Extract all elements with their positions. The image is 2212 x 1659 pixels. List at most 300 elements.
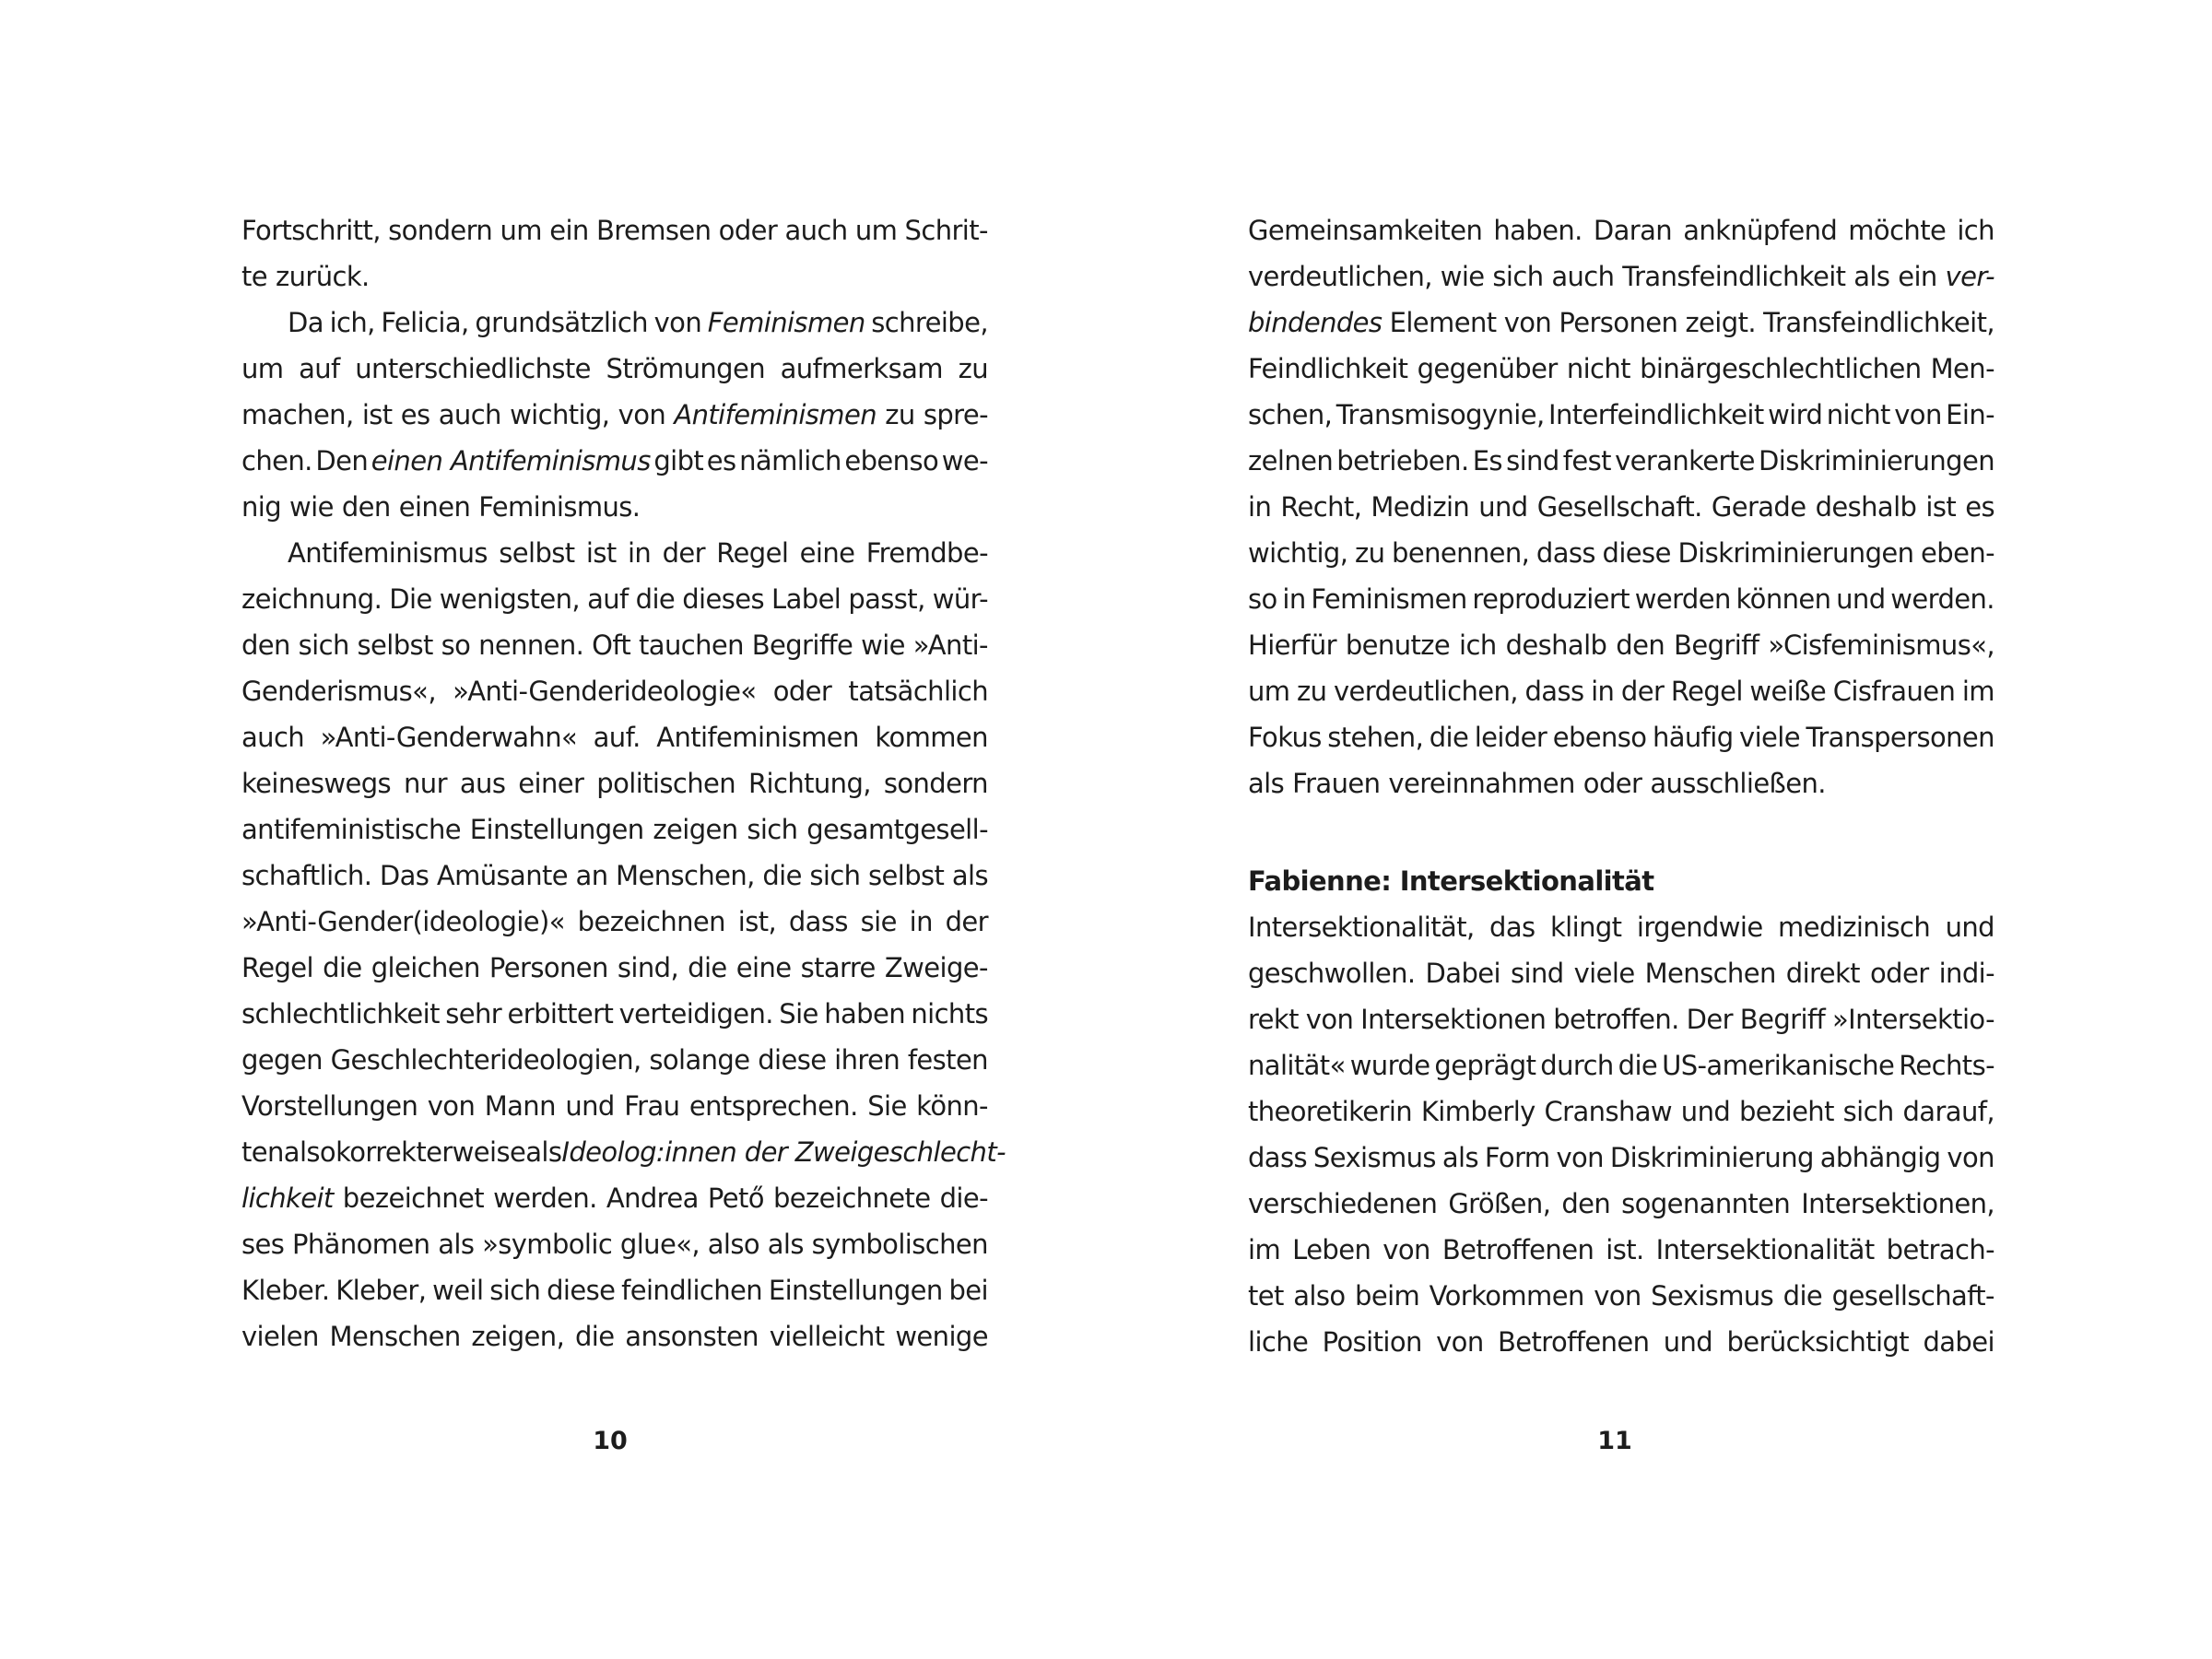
word: die [1429, 722, 1469, 753]
word: als [1853, 261, 1890, 292]
word: und [1663, 1326, 1713, 1358]
word: sondern [883, 768, 988, 799]
word: ein [1898, 261, 1937, 292]
text-line [1248, 530, 1994, 576]
word: Fremdbe- [865, 537, 988, 569]
word: Sexismus [1312, 1142, 1436, 1173]
word: als [951, 860, 988, 891]
word: auch [784, 215, 848, 246]
text-line [1248, 1135, 1994, 1181]
word: bezeichnete [772, 1182, 931, 1214]
word: antifeministische [241, 814, 461, 845]
word: wie [1440, 261, 1485, 292]
word: verschiedenen [1248, 1188, 1438, 1219]
word: von [427, 1090, 476, 1122]
word: Menschen, [616, 860, 755, 891]
text-line [1248, 1181, 1994, 1227]
word: zeigt. [1685, 307, 1756, 338]
word: ich [1459, 629, 1497, 661]
word: um [241, 353, 284, 384]
word: bei [948, 1275, 988, 1306]
text-line [1248, 622, 1994, 668]
word: Einstellungen [469, 814, 644, 845]
word: zeigen [653, 814, 738, 845]
word: schaftlich. [241, 860, 372, 891]
word: Personen [488, 952, 608, 983]
word: grundsätzlich [475, 307, 648, 338]
word: wenige [895, 1321, 988, 1352]
word: »Anti-Genderwahn« [320, 722, 578, 753]
word: leider [1474, 722, 1547, 753]
word: beim [1355, 1280, 1420, 1312]
word: keineswegs [241, 768, 392, 799]
word: Den [315, 445, 369, 477]
word: binärgeschlechtlichen [1640, 353, 1922, 384]
word: Intersektionalität, [1248, 912, 1475, 943]
word: deshalb [1815, 491, 1917, 523]
word: Vorkommen [1429, 1280, 1584, 1312]
word: so [441, 629, 471, 661]
word: verteidigen. [618, 998, 773, 1030]
word: Richtung, [748, 768, 871, 799]
word: Regel [241, 952, 313, 983]
word: zu [1297, 676, 1327, 707]
word: oder [772, 676, 832, 707]
word: sich [1492, 261, 1544, 292]
word: Es [1472, 445, 1502, 477]
word: Rechts- [1899, 1050, 1994, 1081]
word: in [627, 537, 652, 569]
word: glue«, [619, 1229, 700, 1260]
word: dass [788, 906, 848, 937]
text-line [1248, 576, 1994, 622]
word: dabei [1923, 1326, 1994, 1358]
word: Das [379, 860, 429, 891]
word: Recht, [1280, 491, 1362, 523]
word: Personen [1559, 307, 1678, 338]
word: Fokus [1248, 722, 1322, 753]
word: theoretikerin [1248, 1096, 1413, 1127]
word: von [1436, 1326, 1484, 1358]
word: deshalb [1505, 629, 1607, 661]
word: »Anti-Genderideologie« [453, 676, 757, 707]
text-line [241, 1129, 1006, 1175]
word: wird [1768, 399, 1823, 430]
word: sich [747, 814, 798, 845]
word: Diskriminierung [1609, 1142, 1814, 1173]
text-line [1248, 1088, 1994, 1135]
word: den [1616, 629, 1665, 661]
word: Transmisogynie, [1335, 399, 1545, 430]
word: Ideolog:innen der Zweigeschlecht- [561, 1136, 1006, 1168]
word: die [1783, 1280, 1823, 1312]
word: anknüpfend [1683, 215, 1838, 246]
word: schreibe, [871, 307, 988, 338]
text-line [1248, 392, 1994, 438]
word: Der [1686, 1004, 1733, 1035]
word: starre [800, 952, 876, 983]
word: te [241, 261, 268, 292]
word: ich, [329, 307, 375, 338]
word: bezeichnen [577, 906, 725, 937]
word: in [909, 906, 933, 937]
word: Feindlichkeit [1248, 353, 1408, 384]
word: an [575, 860, 608, 891]
word: »Anti- [912, 629, 988, 661]
word: reproduziert [1472, 583, 1630, 615]
word: aufmerksam [780, 353, 943, 384]
word: sind, [617, 952, 679, 983]
word: die [574, 1321, 615, 1352]
word: diese [547, 1275, 616, 1306]
word: Feminismen [1311, 583, 1467, 615]
word: Andrea [606, 1182, 699, 1214]
word: Gerade [1711, 491, 1806, 523]
word: um [1248, 676, 1290, 707]
word: Betroffenen [1497, 1326, 1650, 1358]
word: Geschlechterideologien, [330, 1044, 641, 1076]
text-line [1248, 668, 1994, 714]
word: selbst [357, 629, 433, 661]
word: Kleber. [241, 1275, 330, 1306]
page-number-right: 11 [1597, 1427, 1632, 1455]
text-line [1248, 1227, 1994, 1273]
word: erbittert [507, 998, 614, 1030]
word: geprägt [1434, 1050, 1536, 1081]
word: Bremsen [595, 215, 712, 246]
word: Sie [867, 1090, 907, 1122]
word: die [635, 583, 676, 615]
word: nig [241, 491, 282, 523]
text-line [241, 438, 988, 484]
text-line [241, 806, 988, 853]
word: bindendes [1248, 307, 1382, 338]
word: ansonsten [625, 1321, 759, 1352]
word: irgendwie [1636, 912, 1763, 943]
word: Oft [592, 629, 631, 661]
word: einer [518, 768, 584, 799]
word: verdeutlichen, [1248, 261, 1432, 292]
text-line [1248, 346, 1994, 392]
word: werden [1634, 583, 1731, 615]
word: den [341, 491, 391, 523]
word: wichtig, [510, 399, 610, 430]
word: sondern [388, 215, 493, 246]
word: Gesellschaft. [1536, 491, 1702, 523]
word: Antifeminismen [656, 722, 859, 753]
word: als [525, 1136, 562, 1168]
word: selbst [868, 860, 945, 891]
word: Transfeindlichkeit [1622, 261, 1846, 292]
text-line [241, 392, 988, 438]
text-line [241, 530, 988, 576]
word: gesamtgesell- [806, 814, 988, 845]
text-line [241, 484, 988, 530]
text-line [241, 253, 988, 300]
word: zurück. [276, 261, 370, 292]
word: werden. [1890, 583, 1994, 615]
text-line [241, 945, 988, 991]
word: ist, [737, 906, 777, 937]
word: Sie [779, 998, 818, 1030]
word: Intersektionen [1360, 1004, 1547, 1035]
word: direkt [1785, 958, 1860, 989]
word: Regel [716, 537, 789, 569]
word: weil [432, 1275, 484, 1306]
word: um [500, 215, 542, 246]
word: Mann [484, 1090, 556, 1122]
word: von [618, 399, 666, 430]
word: zu [885, 399, 915, 430]
word: also [1293, 1280, 1346, 1312]
word: benutze [1345, 629, 1451, 661]
word: häufig [1652, 722, 1734, 753]
word: möchte [1848, 215, 1947, 246]
word: politischen [596, 768, 736, 799]
word: tet [1248, 1280, 1284, 1312]
word: Transfeindlichkeit, [1763, 307, 1994, 338]
left-page-body [241, 207, 1006, 1359]
word: tauchen [639, 629, 744, 661]
word: Antifeminismen [674, 399, 877, 430]
word: ist [585, 537, 617, 569]
word: gegenüber [1417, 353, 1558, 384]
text-line [1248, 950, 1994, 996]
text-line [241, 760, 988, 806]
word: nicht [1826, 399, 1890, 430]
word: vielen [241, 1321, 319, 1352]
word: vereinnahmen [1388, 768, 1575, 799]
text-line [241, 714, 988, 760]
word: auch [241, 722, 305, 753]
word: betrach- [1886, 1234, 1994, 1265]
word: US-amerikanische [1662, 1050, 1895, 1081]
word: Vorstellungen [241, 1090, 418, 1122]
word: aus [459, 768, 506, 799]
word: ebenso [844, 445, 939, 477]
word: Frauen [1292, 768, 1381, 799]
word: Cranshaw [1544, 1096, 1673, 1127]
word: haben. [1493, 215, 1583, 246]
word: tatsächlich [848, 676, 988, 707]
word: als [767, 1229, 804, 1260]
word: Die [389, 583, 432, 615]
word: schlechtlichkeit [241, 998, 440, 1030]
word: und [565, 1090, 615, 1122]
word: von [1947, 1142, 1994, 1173]
text-line [241, 668, 988, 714]
word: von [1556, 1142, 1604, 1173]
word: um [854, 215, 898, 246]
word: fest [1562, 445, 1611, 477]
word: entsprechen. [688, 1090, 858, 1122]
word: in [1591, 676, 1615, 707]
word: Form [1484, 1142, 1550, 1173]
word: verankerte [1615, 445, 1755, 477]
word: unterschiedlichste [355, 353, 591, 384]
word: und [1836, 583, 1886, 615]
word: eben- [1921, 537, 1994, 569]
word: Antifeminismus [288, 537, 488, 569]
word: darauf, [1902, 1096, 1994, 1127]
word: dass [1524, 676, 1584, 707]
word: der [1620, 676, 1665, 707]
word: könn- [916, 1090, 988, 1122]
word: sich [809, 860, 861, 891]
word: bezieht [1738, 1096, 1834, 1127]
word: ebenso [1552, 722, 1647, 753]
word: indi- [1938, 958, 1994, 989]
word: Leben [1292, 1234, 1371, 1265]
text-line [241, 1175, 988, 1221]
word: auch [438, 399, 501, 430]
word: ist [361, 399, 393, 430]
word: Interfeindlichkeit [1548, 399, 1764, 430]
word: machen, [241, 399, 354, 430]
word: Felicia, [381, 307, 469, 338]
word: Medizin [1371, 491, 1470, 523]
word: »Intersektio- [1832, 1004, 1994, 1035]
word: gesellschaft- [1831, 1280, 1994, 1312]
word: lichkeit [241, 1182, 334, 1214]
word: liche [1248, 1326, 1309, 1358]
right-page-body [1248, 207, 1994, 1365]
word: Schrit- [904, 215, 988, 246]
text-line [241, 576, 988, 622]
word: sogenannten [1621, 1188, 1791, 1219]
word: ten [241, 1136, 284, 1168]
word: Kimberly [1420, 1096, 1535, 1127]
word: von [1305, 1004, 1354, 1035]
word: der [662, 537, 705, 569]
word: wenigsten, [439, 583, 581, 615]
word: die [688, 952, 727, 983]
word: festen [907, 1044, 988, 1076]
section-heading: Fabienne: Intersektionalität [1248, 865, 1654, 897]
text-line [241, 300, 988, 346]
word: wie [861, 629, 905, 661]
word: im [1961, 676, 1994, 707]
right-page-paragraph-after-heading [1248, 904, 1994, 1365]
text-line [1248, 714, 1994, 760]
word: Element [1389, 307, 1497, 338]
text-line [1248, 904, 1994, 950]
text-line [241, 1221, 988, 1267]
word: Pető [707, 1182, 764, 1214]
text-line [1248, 1319, 1994, 1365]
text-line [1248, 438, 1994, 484]
word: Genderismus«, [241, 676, 436, 707]
word: die [1618, 1050, 1658, 1081]
word: viele [1573, 958, 1635, 989]
word: vielleicht [769, 1321, 885, 1352]
word: können [1735, 583, 1831, 615]
word: benennen, [1392, 537, 1530, 569]
word: korrekterweise [335, 1136, 526, 1168]
word: nicht [1566, 353, 1630, 384]
word: einen Antifeminismus [371, 445, 651, 477]
word: die [762, 860, 802, 891]
word: Feminismen [707, 307, 865, 338]
word: in [1282, 583, 1306, 615]
word: zu [1354, 537, 1385, 569]
word: berücksichtigt [1726, 1326, 1910, 1358]
word: nalität« [1248, 1050, 1346, 1081]
word: Cisfrauen [1832, 676, 1956, 707]
word: von [1594, 1280, 1641, 1312]
word: in [1248, 491, 1272, 523]
right-page-paragraph [1248, 207, 1994, 806]
word: die- [939, 1182, 988, 1214]
word: geschwollen. [1248, 958, 1416, 989]
word: Daran [1593, 215, 1673, 246]
word: und [1945, 912, 1994, 943]
text-line [1248, 1273, 1994, 1319]
word: und [1478, 491, 1528, 523]
word: Begriff [1674, 629, 1759, 661]
word: sich [489, 1275, 541, 1306]
text-line [241, 346, 988, 392]
word: Position [1322, 1326, 1422, 1358]
word: auch [1551, 261, 1615, 292]
word: sind [1511, 958, 1564, 989]
word: weiße [1749, 676, 1827, 707]
word: Diskriminierungen [1677, 537, 1914, 569]
word: Einstellungen [768, 1275, 943, 1306]
word: die [323, 952, 362, 983]
text-line [1248, 484, 1994, 530]
word: ausschließen. [1650, 768, 1826, 799]
text-line [1248, 760, 1994, 806]
word: dieses [682, 583, 764, 615]
text-line [241, 899, 988, 945]
word: gegen [241, 1044, 323, 1076]
word: von [1503, 307, 1552, 338]
word: oder [718, 215, 778, 246]
word: solange [649, 1044, 750, 1076]
word: Dabei [1425, 958, 1500, 989]
text-line [241, 1313, 988, 1359]
page-number-left: 10 [593, 1427, 628, 1455]
word: Frau [624, 1090, 680, 1122]
word: Phänomen [292, 1229, 430, 1260]
word: schen, [1248, 399, 1333, 430]
word: der [945, 906, 988, 937]
word: einen [398, 491, 471, 523]
text-line [241, 853, 988, 899]
word: also [707, 1229, 760, 1260]
word: Intersektionen, [1801, 1188, 1994, 1219]
text-line [241, 991, 988, 1037]
word: ich [1957, 215, 1994, 246]
word: Kleber, [335, 1275, 427, 1306]
text-line [241, 622, 988, 668]
word: zeigen, [471, 1321, 565, 1352]
word: feindlichen [621, 1275, 763, 1306]
word: dass [1535, 537, 1595, 569]
text-line [241, 1267, 988, 1313]
word: kommen [875, 722, 988, 753]
word: gibt [653, 445, 704, 477]
word: Fortschritt, [241, 215, 381, 246]
word: verdeutlichen, [1334, 676, 1518, 707]
word: ein [549, 215, 589, 246]
word: sie [860, 906, 897, 937]
word: oder [1583, 768, 1642, 799]
word: durch [1540, 1050, 1614, 1081]
word: ihren [834, 1044, 900, 1076]
word: zelnen [1248, 445, 1334, 477]
